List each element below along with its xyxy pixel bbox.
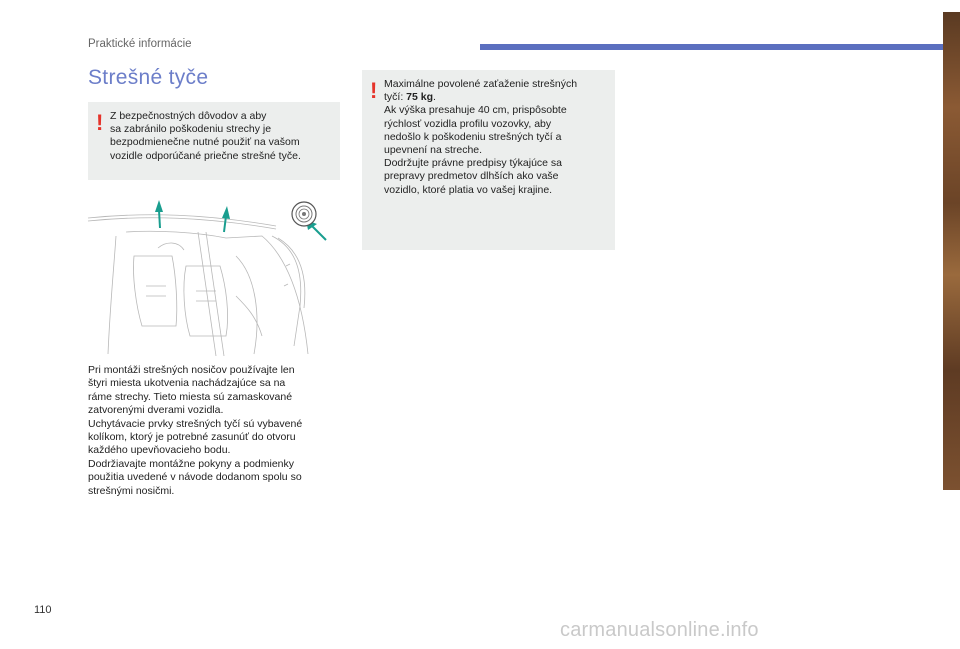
warning-box-right (362, 70, 615, 250)
warning-line: Maximálne povolené zaťaženie strešných (384, 78, 578, 90)
warning-line: Dodržujte právne predpisy týkajúce sa (384, 157, 563, 170)
warning-line: vozidle odporúčané priečne strešné tyče. (110, 149, 301, 162)
body-line: štyri miesta ukotvenia nachádzajúce sa na (88, 377, 286, 390)
warning-line: nedošlo k poškodeniu strešných tyčí a (384, 130, 562, 143)
load-prefix: tyčí: (384, 91, 407, 104)
body-line: strešnými nosičmi. (88, 484, 175, 497)
warning-text-left (110, 110, 336, 163)
page-title: Strešné tyče (88, 66, 209, 89)
warning-box-left (88, 102, 340, 180)
warning-line: vozidlo, ktoré platia vo vašej krajine. (384, 183, 553, 196)
body-line: kolíkom, ktorý je potrebné zasunúť do otvoru (88, 431, 296, 444)
body-line: ráme strechy. Tieto miesta sú zamaskované (88, 390, 293, 403)
load-suffix: . (433, 91, 436, 104)
warning-line: sa zabránilo poškodeniu strechy je (110, 123, 272, 136)
body-line: zatvorenými dverami vozidla. (88, 404, 224, 417)
warning-line: rýchlosť vozidla profilu vozovky, aby (384, 117, 552, 130)
warning-line: Ak výška presahuje 40 cm, prispôsobte (384, 104, 567, 117)
warning-line: bezpodmienečne nutné použiť na vašom (110, 136, 300, 149)
mounting-instructions (88, 364, 340, 498)
warning-icon: ! (370, 78, 378, 103)
warning-line-load (384, 91, 610, 104)
page-number: 110 (34, 604, 52, 616)
side-thumb-strip (943, 12, 960, 490)
body-line: Dodržiavajte montážne pokyny a podmienky (88, 457, 295, 470)
warning-text-right (384, 78, 610, 197)
warning-line: prepravy predmetov dlhších ako vaše (384, 170, 559, 183)
watermark: carmanualsonline.info (560, 619, 759, 641)
body-line: použitia uvedené v návode dodanom spolu so (88, 471, 302, 484)
max-load-value: 75 kg (406, 91, 434, 104)
car-roof-illustration (86, 196, 340, 356)
body-line: každého upevňovacieho bodu. (88, 444, 231, 457)
body-line: Pri montáži strešných nosičov používajte len (88, 364, 295, 376)
warning-line: upevnení na streche. (384, 144, 483, 157)
warning-icon: ! (96, 110, 104, 135)
header-accent-bar (480, 44, 943, 50)
body-line: Uchytávacie prvky strešných tyčí sú vybavené (88, 417, 303, 430)
section-header: Praktické informácie (88, 38, 192, 50)
warning-line: Z bezpečnostných dôvodov a aby (110, 110, 267, 122)
